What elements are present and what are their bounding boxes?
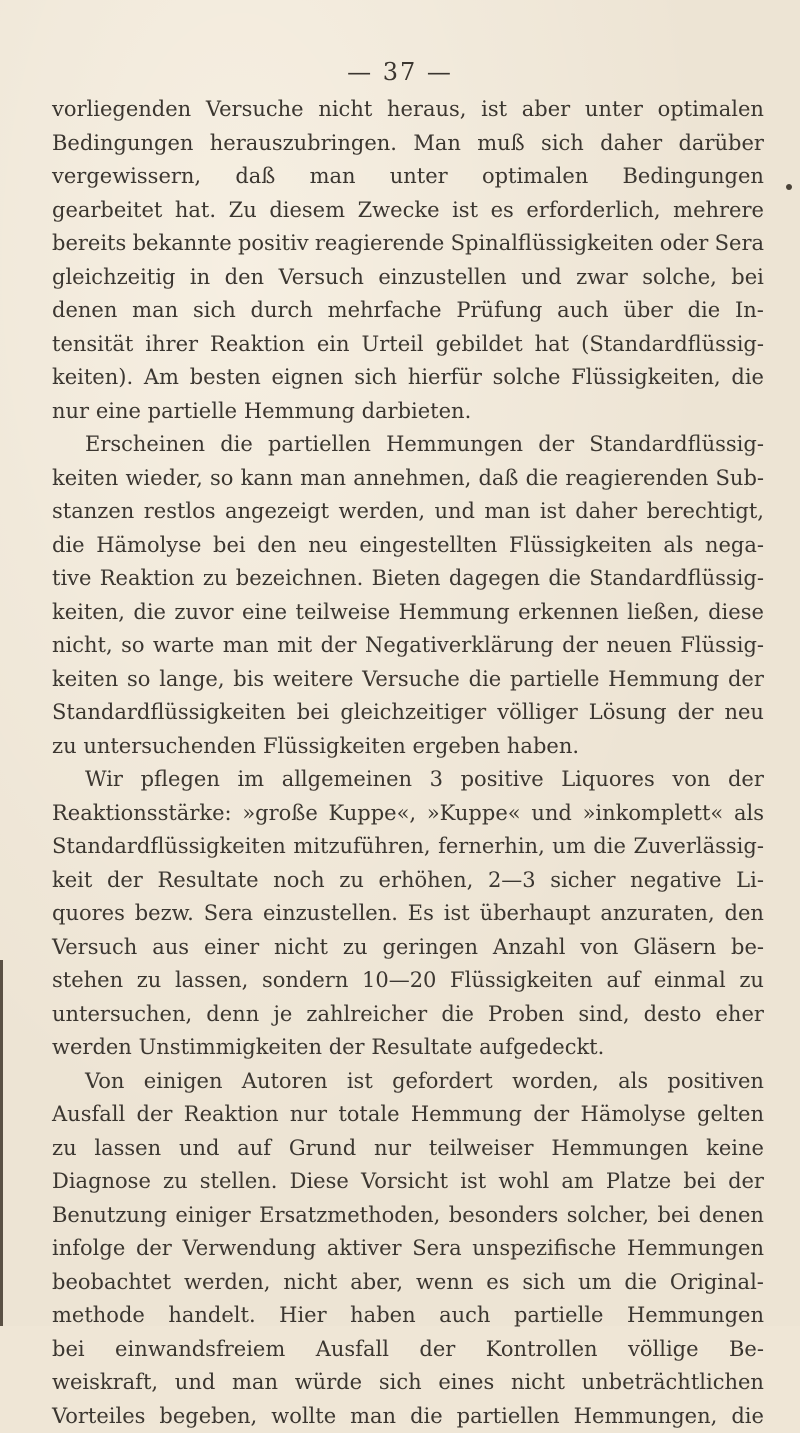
text-line: denen man sich durch mehrfache Prüfung auch über die In- [52,294,764,328]
text-line: Vorteiles begeben, wollte man die partiellen Hemmungen, die [52,1400,764,1433]
text-line: zu lassen und auf Grund nur teilweiser Hemmungen keine [52,1132,764,1166]
text-line: Standardflüssigkeiten bei gleichzeitiger völliger Lösung der neu [52,696,764,730]
text-line: Ausfall der Reaktion nur totale Hemmung der Hämolyse gelten [52,1098,764,1132]
text-line: tensität ihrer Reaktion ein Urteil gebildet hat (Standardflüssig- [52,328,764,362]
text-line: vergewissern, daß man unter optimalen Bedingungen [52,160,764,194]
text-line: vorliegenden Versuche nicht heraus, ist aber unter optimalen [52,93,764,127]
text-line: beobachtet werden, nicht aber, wenn es sich um die Original- [52,1266,764,1300]
body-text [52,93,764,1433]
text-line: Standardflüssigkeiten mitzuführen, fernerhin, um die Zuverlässig- [52,830,764,864]
text-line: zu untersuchenden Flüssigkeiten ergeben haben. [52,730,764,764]
text-line: weiskraft, und man würde sich eines nicht unbeträchtlichen [52,1366,764,1400]
text-line: Benutzung einiger Ersatzmethoden, besonders solcher, bei denen [52,1199,764,1233]
text-line: keiten, die zuvor eine teilweise Hemmung erkennen ließen, diese [52,596,764,630]
text-line: Versuch aus einer nicht zu geringen Anzahl von Gläsern be- [52,931,764,965]
text-line: bei einwandsfreiem Ausfall der Kontrollen völlige Be- [52,1333,764,1367]
text-line: stehen zu lassen, sondern 10—20 Flüssigkeiten auf einmal zu [52,964,764,998]
text-line: Bedingungen herauszubringen. Man muß sich daher darüber [52,127,764,161]
text-line: untersuchen, denn je zahlreicher die Proben sind, desto eher [52,998,764,1032]
text-line: Von einigen Autoren ist gefordert worden, als positiven [52,1065,764,1099]
text-line: stanzen restlos angezeigt werden, und man ist daher berechtigt, [52,495,764,529]
text-line: Diagnose zu stellen. Diese Vorsicht ist wohl am Platze bei der [52,1165,764,1199]
text-line: gearbeitet hat. Zu diesem Zwecke ist es erforderlich, mehrere [52,194,764,228]
text-line: nicht, so warte man mit der Negativerklärung der neuen Flüssig- [52,629,764,663]
text-line: Reaktionsstärke: »große Kuppe«, »Kuppe« und »inkomplett« als [52,797,764,831]
text-line: infolge der Verwendung aktiver Sera unspezifische Hemmungen [52,1232,764,1266]
text-line: Erscheinen die partiellen Hemmungen der Standardflüssig- [52,428,764,462]
text-line: Wir pflegen im allgemeinen 3 positive Liquores von der [52,763,764,797]
text-line: nur eine partielle Hemmung darbieten. [52,395,764,429]
text-line: quores bezw. Sera einzustellen. Es ist überhaupt anzuraten, den [52,897,764,931]
text-line: tive Reaktion zu bezeichnen. Bieten dagegen die Standardflüssig- [52,562,764,596]
text-line: keit der Resultate noch zu erhöhen, 2—3 sicher negative Li- [52,864,764,898]
margin-dot [786,184,792,190]
text-line: keiten). Am besten eignen sich hierfür solche Flüssigkeiten, die [52,361,764,395]
text-line: die Hämolyse bei den neu eingestellten Flüssigkeiten als nega- [52,529,764,563]
text-line: werden Unstimmigkeiten der Resultate aufgedeckt. [52,1031,764,1065]
text-line: keiten wieder, so kann man annehmen, daß die reagierenden Sub- [52,462,764,496]
binding-edge-mark [0,960,3,1326]
text-line: bereits bekannte positiv reagierende Spinalflüssigkeiten oder Sera [52,227,764,261]
text-line: keiten so lange, bis weitere Versuche die partielle Hemmung der [52,663,764,697]
page-number: — 37 — [0,58,800,86]
text-line: methode handelt. Hier haben auch partielle Hemmungen [52,1299,764,1333]
text-line: gleichzeitig in den Versuch einzustellen und zwar solche, bei [52,261,764,295]
